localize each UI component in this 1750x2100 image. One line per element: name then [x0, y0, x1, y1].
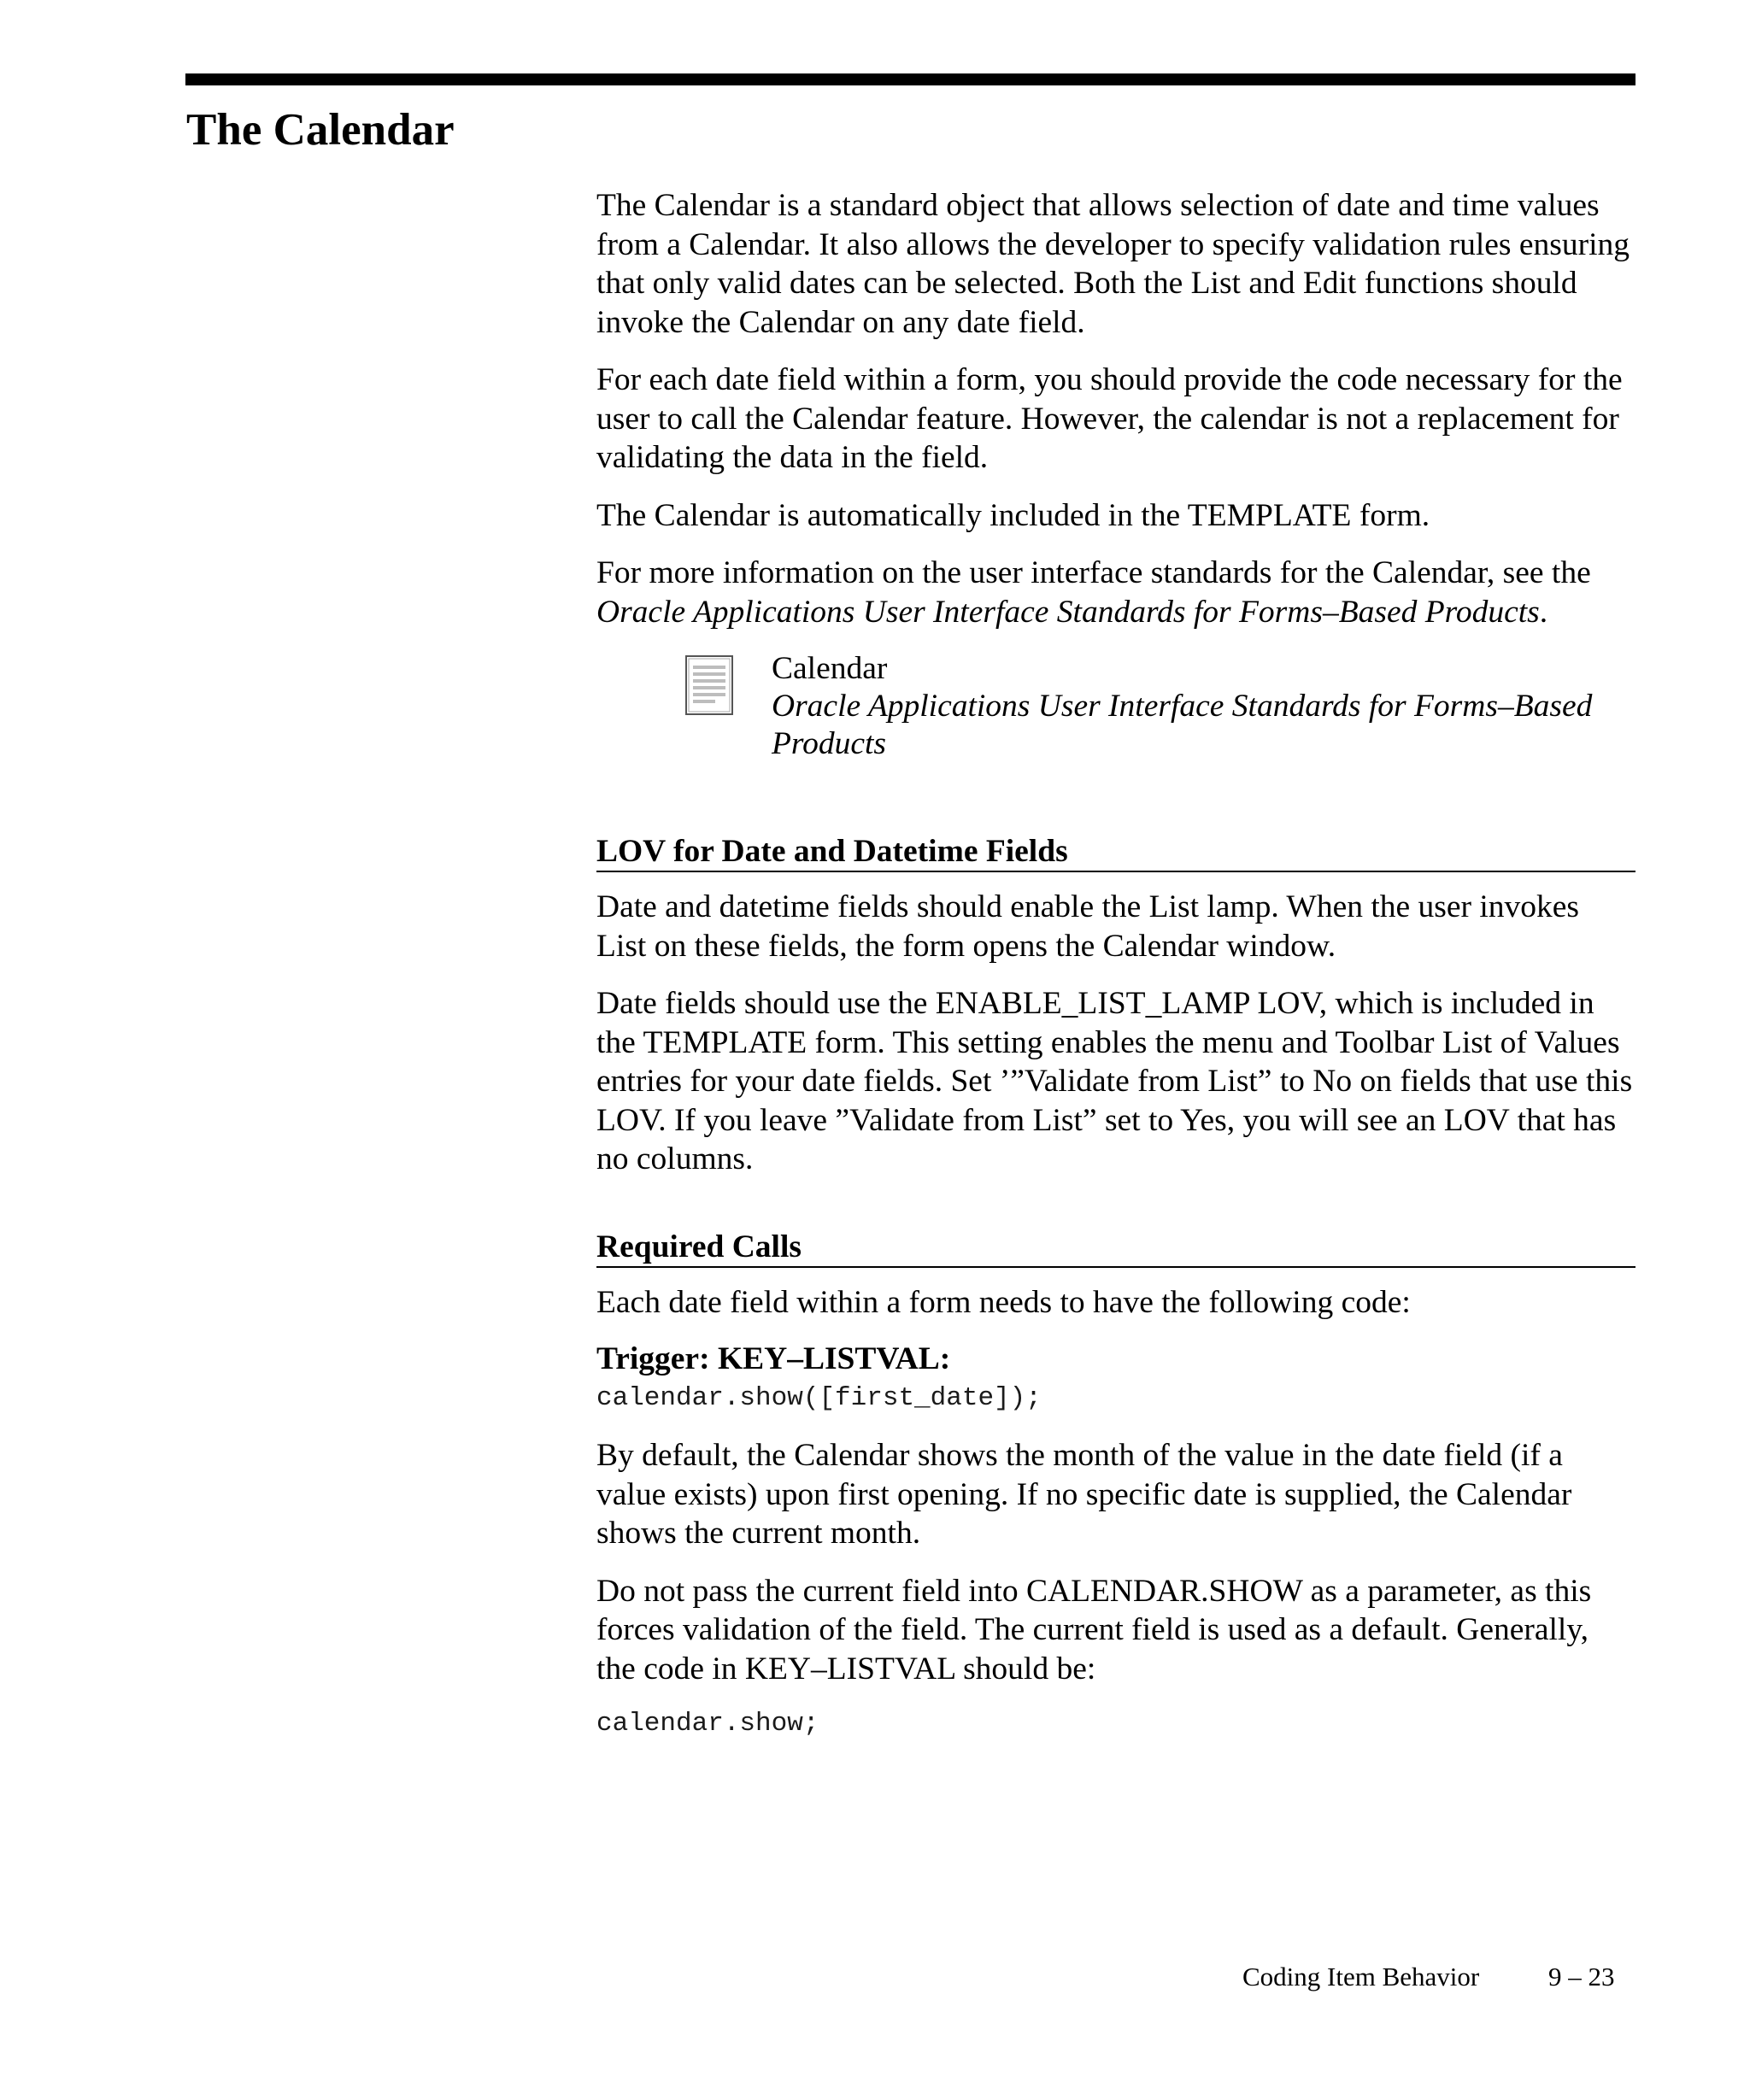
intro-paragraph-2: For each date field within a form, you should provide the code necessary for the user to call the Calendar feature. However, the calendar is not a replacement for validating the data in the field. [596, 362, 1623, 475]
footer-page-number: 9 – 23 [1548, 1962, 1615, 1991]
trigger-label: Trigger: KEY–LISTVAL: [596, 1341, 951, 1376]
top-rule [185, 73, 1635, 85]
document-icon [685, 655, 733, 715]
required-paragraph-3: Do not pass the current field into CALENDAR.SHOW as a parameter, as this forces validation of the field. The current field is used as a default. Generally, the code in KEY–LISTVAL should be: [596, 1573, 1592, 1686]
code-sample-1: calendar.show([first_date]); [596, 1383, 1042, 1413]
see-also-reference [596, 650, 1635, 778]
reference-book-title-line-2: Products [772, 726, 887, 761]
reference-book-title-line-1: Oracle Applications User Interface Standards for Forms–Based [772, 689, 1593, 724]
code-sample-2: calendar.show; [596, 1709, 819, 1739]
reference-topic: Calendar [772, 651, 888, 686]
footer-section-title: Coding Item Behavior [1242, 1962, 1480, 1991]
intro-p4-book-title: Oracle Applications User Interface Standards for Forms–Based Products [596, 594, 1540, 630]
intro-paragraph-1: The Calendar is a standard object that allows selection of date and time values from a Calendar. It also allows the developer to specify validation rules ensuring that only valid dates can be selected. Both the List and Edit functions should invoke the Calendar on any date field. [596, 188, 1630, 340]
page-title: The Calendar [186, 105, 455, 155]
main-content [596, 186, 1635, 1762]
lov-paragraph-2: Date fields should use the ENABLE_LIST_LAMP LOV, which is included in the TEMPLATE form. This setting enables the menu and Toolbar List of Values entries for your date fields. Set ’”Validate from List” to No on fields that use this LOV. If you leave ”Validate from List” set to Yes, you will see an LOV that has no columns. [596, 986, 1633, 1176]
required-calls-heading: Required Calls [596, 1229, 1635, 1268]
intro-paragraph-3: The Calendar is automatically included in the TEMPLATE form. [596, 497, 1430, 533]
lov-section-heading: LOV for Date and Datetime Fields [596, 833, 1635, 872]
intro-p4-lead: For more information on the user interface standards for the Calendar, see the [596, 555, 1591, 590]
required-paragraph-2: By default, the Calendar shows the month of the value in the date field (if a value exists) upon first opening. If no specific date is supplied, the Calendar shows the current month. [596, 1438, 1572, 1551]
lov-paragraph-1: Date and datetime fields should enable the List lamp. When the user invokes List on these fields, the form opens the Calendar window. [596, 889, 1580, 964]
intro-paragraph-4 [596, 554, 1635, 631]
intro-p4-end: . [1539, 594, 1548, 630]
required-paragraph-1: Each date field within a form needs to have the following code: [596, 1284, 1411, 1320]
